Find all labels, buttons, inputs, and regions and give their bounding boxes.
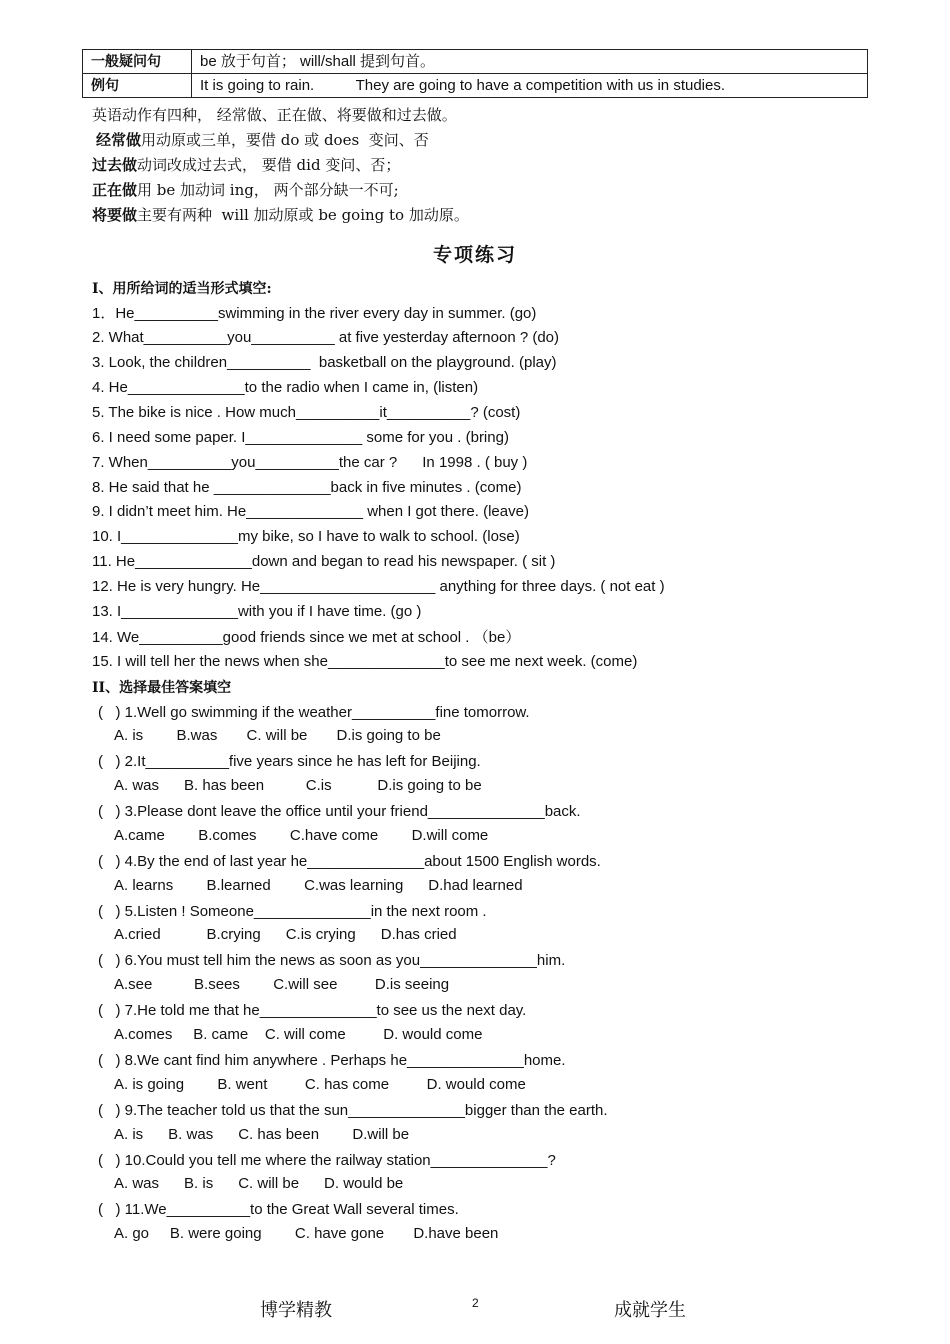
table-row <box>83 74 868 98</box>
page-number: 2 <box>472 1296 479 1310</box>
mc-question: ( ) 2.It__________five years since he has left for Beijing. <box>98 753 481 770</box>
note-term: 经常做 <box>96 131 142 149</box>
mc-options: A. is B. was C. has been D.will be <box>114 1126 410 1143</box>
note-line <box>92 206 469 225</box>
note-desc: 主要有两种 will 加动原或 be going to 加动原。 <box>137 206 469 224</box>
table-row-text: It is going to rain. They are going to have a competition with us in studies. <box>192 74 868 98</box>
mc-options: A. is going B. went C. has come D. would come <box>114 1076 526 1093</box>
mc-question: ( ) 6.You must tell him the news as soon as you______________him. <box>98 952 566 969</box>
mc-options: A.came B.comes C.have come D.will come <box>114 827 489 844</box>
grammar-table <box>82 49 868 98</box>
table-row-head: 例句 <box>83 74 192 98</box>
mc-question: ( ) 11.We__________to the Great Wall several times. <box>98 1201 459 1218</box>
fill-item: 11. He______________down and began to read his newspaper. ( sit ) <box>92 553 556 570</box>
fill-item: 10. I______________my bike, so I have to walk to school. (lose) <box>92 528 520 545</box>
fill-item: 13. I______________with you if I have time. (go ) <box>92 603 422 620</box>
footer-right: 成就学生 <box>614 1300 686 1320</box>
mc-options: A.comes B. came C. will come D. would come <box>114 1026 483 1043</box>
mc-options: A. go B. were going C. have gone D.have been <box>114 1225 499 1242</box>
mc-question: ( ) 3.Please dont leave the office until your friend______________back. <box>98 803 581 820</box>
table-row-text: be 放于句首； will/shall 提到句首。 <box>192 50 868 74</box>
fill-item: 2. What__________you__________ at five yesterday afternoon ? (do) <box>92 329 560 346</box>
mc-question: ( ) 5.Listen ! Someone______________in the next room . <box>98 903 487 920</box>
mc-question: ( ) 1.Well go swimming if the weather__________fine tomorrow. <box>98 704 530 721</box>
section2-heading: II、选择最佳答案填空 <box>92 680 232 696</box>
fill-item: 8. He said that he ______________back in five minutes . (come) <box>92 479 522 496</box>
note-desc: 用动原或三单，要借 do 或 does 变问、否 <box>141 131 429 149</box>
note-line <box>96 131 429 150</box>
mc-question: ( ) 9.The teacher told us that the sun______________bigger than the earth. <box>98 1102 608 1119</box>
fill-item: 14. We__________good friends since we met at school . （be） <box>92 629 521 646</box>
fill-item: 4. He______________to the radio when I came in, (listen) <box>92 379 479 396</box>
section1-heading: I、用所给词的适当形式填空: <box>92 281 272 297</box>
note-desc: 用 be 加动词 ing， 两个部分缺一不可; <box>137 181 399 199</box>
mc-question: ( ) 8.We cant find him anywhere . Perhaps he______________home. <box>98 1052 566 1069</box>
mc-question: ( ) 4.By the end of last year he______________about 1500 English words. <box>98 853 601 870</box>
note-term: 将要做 <box>92 206 138 224</box>
note-line <box>92 181 399 200</box>
mc-options: A. was B. has been C.is D.is going to be <box>114 777 482 794</box>
note-term: 过去做 <box>92 156 138 174</box>
fill-item: 3. Look, the children__________ basketball on the playground. (play) <box>92 354 557 371</box>
notes-intro: 英语动作有四种， 经常做、正在做、将要做和过去做。 <box>92 106 457 124</box>
page-title: 专项练习 <box>432 244 517 266</box>
mc-options: A. is B.was C. will be D.is going to be <box>114 727 441 744</box>
note-desc: 动词改成过去式， 要借 did 变问、否； <box>137 156 401 174</box>
fill-item: 7. When__________you__________the car ? In 1998 . ( buy ) <box>92 454 528 471</box>
fill-item: 5. The bike is nice . How much__________it__________? (cost) <box>92 404 521 421</box>
fill-item: 12. He is very hungry. He_____________________ anything for three days. ( not eat ) <box>92 578 665 595</box>
fill-item: 9. I didn’t meet him. He______________ when I got there. (leave) <box>92 503 529 520</box>
table-row-head: 一般疑问句 <box>83 50 192 74</box>
note-term: 正在做 <box>92 181 138 199</box>
mc-options: A. was B. is C. will be D. would be <box>114 1175 404 1192</box>
mc-question: ( ) 7.He told me that he______________to see us the next day. <box>98 1002 527 1019</box>
fill-item: 1．He__________swimming in the river every day in summer. (go) <box>92 305 537 322</box>
table-row <box>83 50 868 74</box>
fill-item: 6. I need some paper. I______________ some for you . (bring) <box>92 429 509 446</box>
note-line <box>92 156 400 175</box>
mc-options: A.cried B.crying C.is crying D.has cried <box>114 926 457 943</box>
fill-item: 15. I will tell her the news when she______________to see me next week. (come) <box>92 653 638 670</box>
mc-options: A. learns B.learned C.was learning D.had learned <box>114 877 523 894</box>
mc-question: ( ) 10.Could you tell me where the railway station______________? <box>98 1152 556 1169</box>
footer-left: 博学精教 <box>260 1300 332 1320</box>
mc-options: A.see B.sees C.will see D.is seeing <box>114 976 450 993</box>
